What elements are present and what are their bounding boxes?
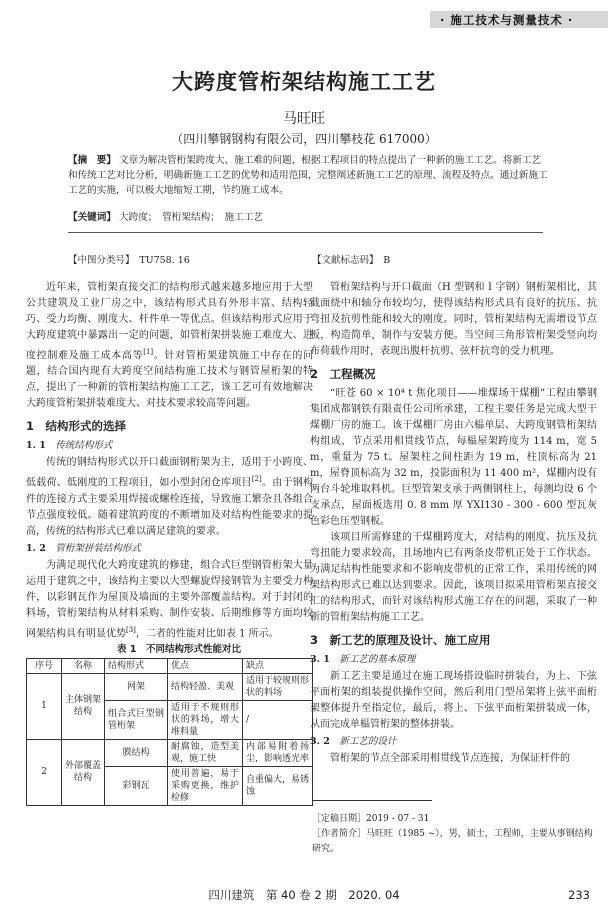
footnote-divider bbox=[312, 800, 432, 801]
subsection-heading: 3. 2 新工艺的设计 bbox=[310, 736, 397, 747]
section-heading: 3 新工艺的原理及设计、施工应用 bbox=[310, 633, 491, 647]
clc-number: 【中图分类号】 TU758. 16 bbox=[68, 255, 190, 266]
affiliation: （四川攀钢钢构有限公司，四川攀枝花 617000） bbox=[171, 132, 437, 146]
keywords bbox=[68, 209, 263, 223]
paragraph: 管桁架的节点全部采用相贯线节点连接，为保证杆件的 bbox=[330, 753, 570, 764]
left-column bbox=[26, 280, 313, 806]
journal-footer: 四川建筑 第 40 卷 2 期 2020. 04 bbox=[208, 888, 400, 902]
footnotes bbox=[312, 812, 594, 857]
abstract-text: 文章为解决管桁架跨度大、施工难的问题，根据工程项目的特点提出了一种新的施工工艺。将新工艺和传统工艺对比分析，明确新施工工艺的优势和适用范围，完整阐述新施工工艺的原理、流程及特点。通过新施工工艺的实施，可以极大地缩短工期，节约施工成本。 bbox=[68, 155, 548, 196]
keywords-label: 【关键词】 bbox=[68, 212, 116, 223]
abstract-label: 【摘 要】 bbox=[68, 155, 116, 166]
right-column bbox=[310, 280, 597, 767]
subsection-heading: 1. 2 管桁架拼装结构形式 bbox=[26, 542, 141, 554]
table-caption: 表 1 不同结构形式性能对比 bbox=[117, 643, 241, 655]
table-row: 彩钢瓦 使用普遍，易于采购更换，维护检修 自重偏大，易锈蚀 bbox=[27, 766, 313, 805]
abstract bbox=[68, 153, 548, 198]
paragraph: 传统的钢结构形式以开口截面钢桁架为主，适用于小跨度、低载荷、低刚度的工程项目，如小型封闭仓库项目[2]。由于钢构件的连接方式主要采用焊接或螺栓连接，导致施工繁杂且各组合节点强度较低。随着建筑跨度的不断增加及对结构性能要求的提高，传统的结构形式已难以满足建筑的要求。 bbox=[26, 457, 314, 537]
paragraph: 该项目所需修建的干煤棚跨度大，对结构的刚度、抗压及抗弯扭能力要求较高，且场地内已有两条皮带机正处于工作状态。为满足结构性能要求和不影响皮带机的正常工作，采用传统的网架结构形式已难以达到要求。因此，该项目拟采用管桁架直接交汇的结构形式，而针对该结构形式施工存在的问题，采取了一种新的管桁架结构施工工艺。 bbox=[310, 532, 597, 623]
table-row: 组合式巨型钢管桁架 适用于不规则形状的料场，增大堆料量 / bbox=[27, 700, 313, 739]
table-row: 1 主体钢架结构 网架 结构轻盈、美观 适用于较规则形状的料场 bbox=[27, 673, 313, 700]
subsection-heading: 3. 1 新工艺的基本原理 bbox=[310, 654, 416, 665]
comparison-table bbox=[26, 658, 313, 806]
section-header: · 施工技术与测量技术 · bbox=[440, 13, 574, 27]
divider bbox=[68, 232, 543, 233]
subsection-heading: 1. 1 传统结构形式 bbox=[26, 440, 113, 452]
table-row: 2 外部覆盖结构 膜结构 耐腐蚀，造型美观，施工快 内部易附着扬尘，影响透光率 bbox=[27, 739, 313, 766]
paper-title: 大跨度管桁架结构施工工艺 bbox=[172, 70, 436, 94]
paragraph: 管桁架结构与开口截面（H 型钢和 I 字钢）钢桁架相比，其截面绕中和轴分布较均匀，使得该结构形式具有良好的抗压、抗弯扭及抗剪性能和较大的刚度。同时，管桁架结构无需增设节点板，构造简单，制作与安装方便。当空间三角形管桁架受竖向均布荷载作用时，表现出腹杆抗剪、弦杆抗弯的受力机理。 bbox=[310, 282, 597, 357]
received-date: ［定稿日期］2019 - 07 - 31 bbox=[312, 814, 430, 824]
paragraph: 为满足现代化大跨度建筑的修建，组合式巨型钢管桁架大量运用于建筑之中，该结构主要以大型螺旋焊接钢管为主要受力构件，以彩钢瓦作为屋顶及墙面的主要外部覆盖结构。对于封闭的料场，管桁架结构从材料采购、制作安装、后期维修等方面均较网架结构具有明显优势[3]，二者的性能对比如表 1 所示。 bbox=[26, 559, 313, 639]
document-code: 【文献标志码】 B bbox=[312, 255, 391, 266]
section-heading: 2 工程概况 bbox=[310, 367, 376, 381]
paragraph: “旺苍 60 × 10⁴ t 焦化项目——堆煤场干煤棚”工程由攀钢集团成都钢铁有限责任公司所承建，工程主要任务是完成大型干煤棚厂房的施工。该干煤棚厂房由六榀单层、大跨度钢管桁架结构组成，节点采用相贯线节点，每榀屋架跨度为 114 m，宽 5 m，重量为 75 t。屋架柱之间柱距为 19 m，柱顶标高为 21 m，屋脊顶标高为 32 m，投影面积为 11 400 m²，煤棚内设有两台斗轮堆取料机。巨型管架支承于两侧钢柱上，每测均设 6 个支承点，屋面板选用 0. 8 mm 厚 YXI130 - 300 - 600 型瓦灰色彩色压型钢板。 bbox=[310, 388, 597, 527]
author: 马旺旺 bbox=[283, 111, 325, 127]
paragraph: 新工艺主要是通过在施工现场搭设临时拼装台，为上、下弦平面桁架的组装提供操作空间，然后利用门型吊架将上弦平面桁架整体提升至指定位，最后，将上、下弦平面桁架拼装成一体，从而完成单榀管桁架的整体拼装。 bbox=[310, 671, 597, 730]
table-header-row: 序号 名称 结构形式 优点 缺点 bbox=[27, 658, 313, 673]
author-bio: ［作者简介］马旺旺（1985 ~），男，硕士，工程师，主要从事钢结构研究。 bbox=[312, 829, 593, 854]
keywords-text: 大跨度； 管桁架结构； 施工工艺 bbox=[119, 212, 263, 223]
paragraph: 近年来，管桁架直接交汇的结构形式越来越多地应用于大型公共建筑及工业厂房之中，该结构形式具有外形丰富、结构轻巧、受力均衡、刚度大、杆件单一等优点。但该结构形式应用于大跨度建筑中暴露出一定的问题，如管桁架拼装施工难度大、进度控制难及施工成本高等[1]。针对管桁架建筑施工中存在的问题，结合国内现有大跨度空间结构施工技术与钢管屋桁架的特点，提出了一种新的管桁架结构施工工艺，该工艺可有效地解决大跨度管桁架拼装难度大、对技术要求较高等问题。 bbox=[26, 282, 314, 410]
page-number: 233 bbox=[568, 888, 590, 902]
section-heading: 1 结构形式的选择 bbox=[26, 419, 127, 434]
